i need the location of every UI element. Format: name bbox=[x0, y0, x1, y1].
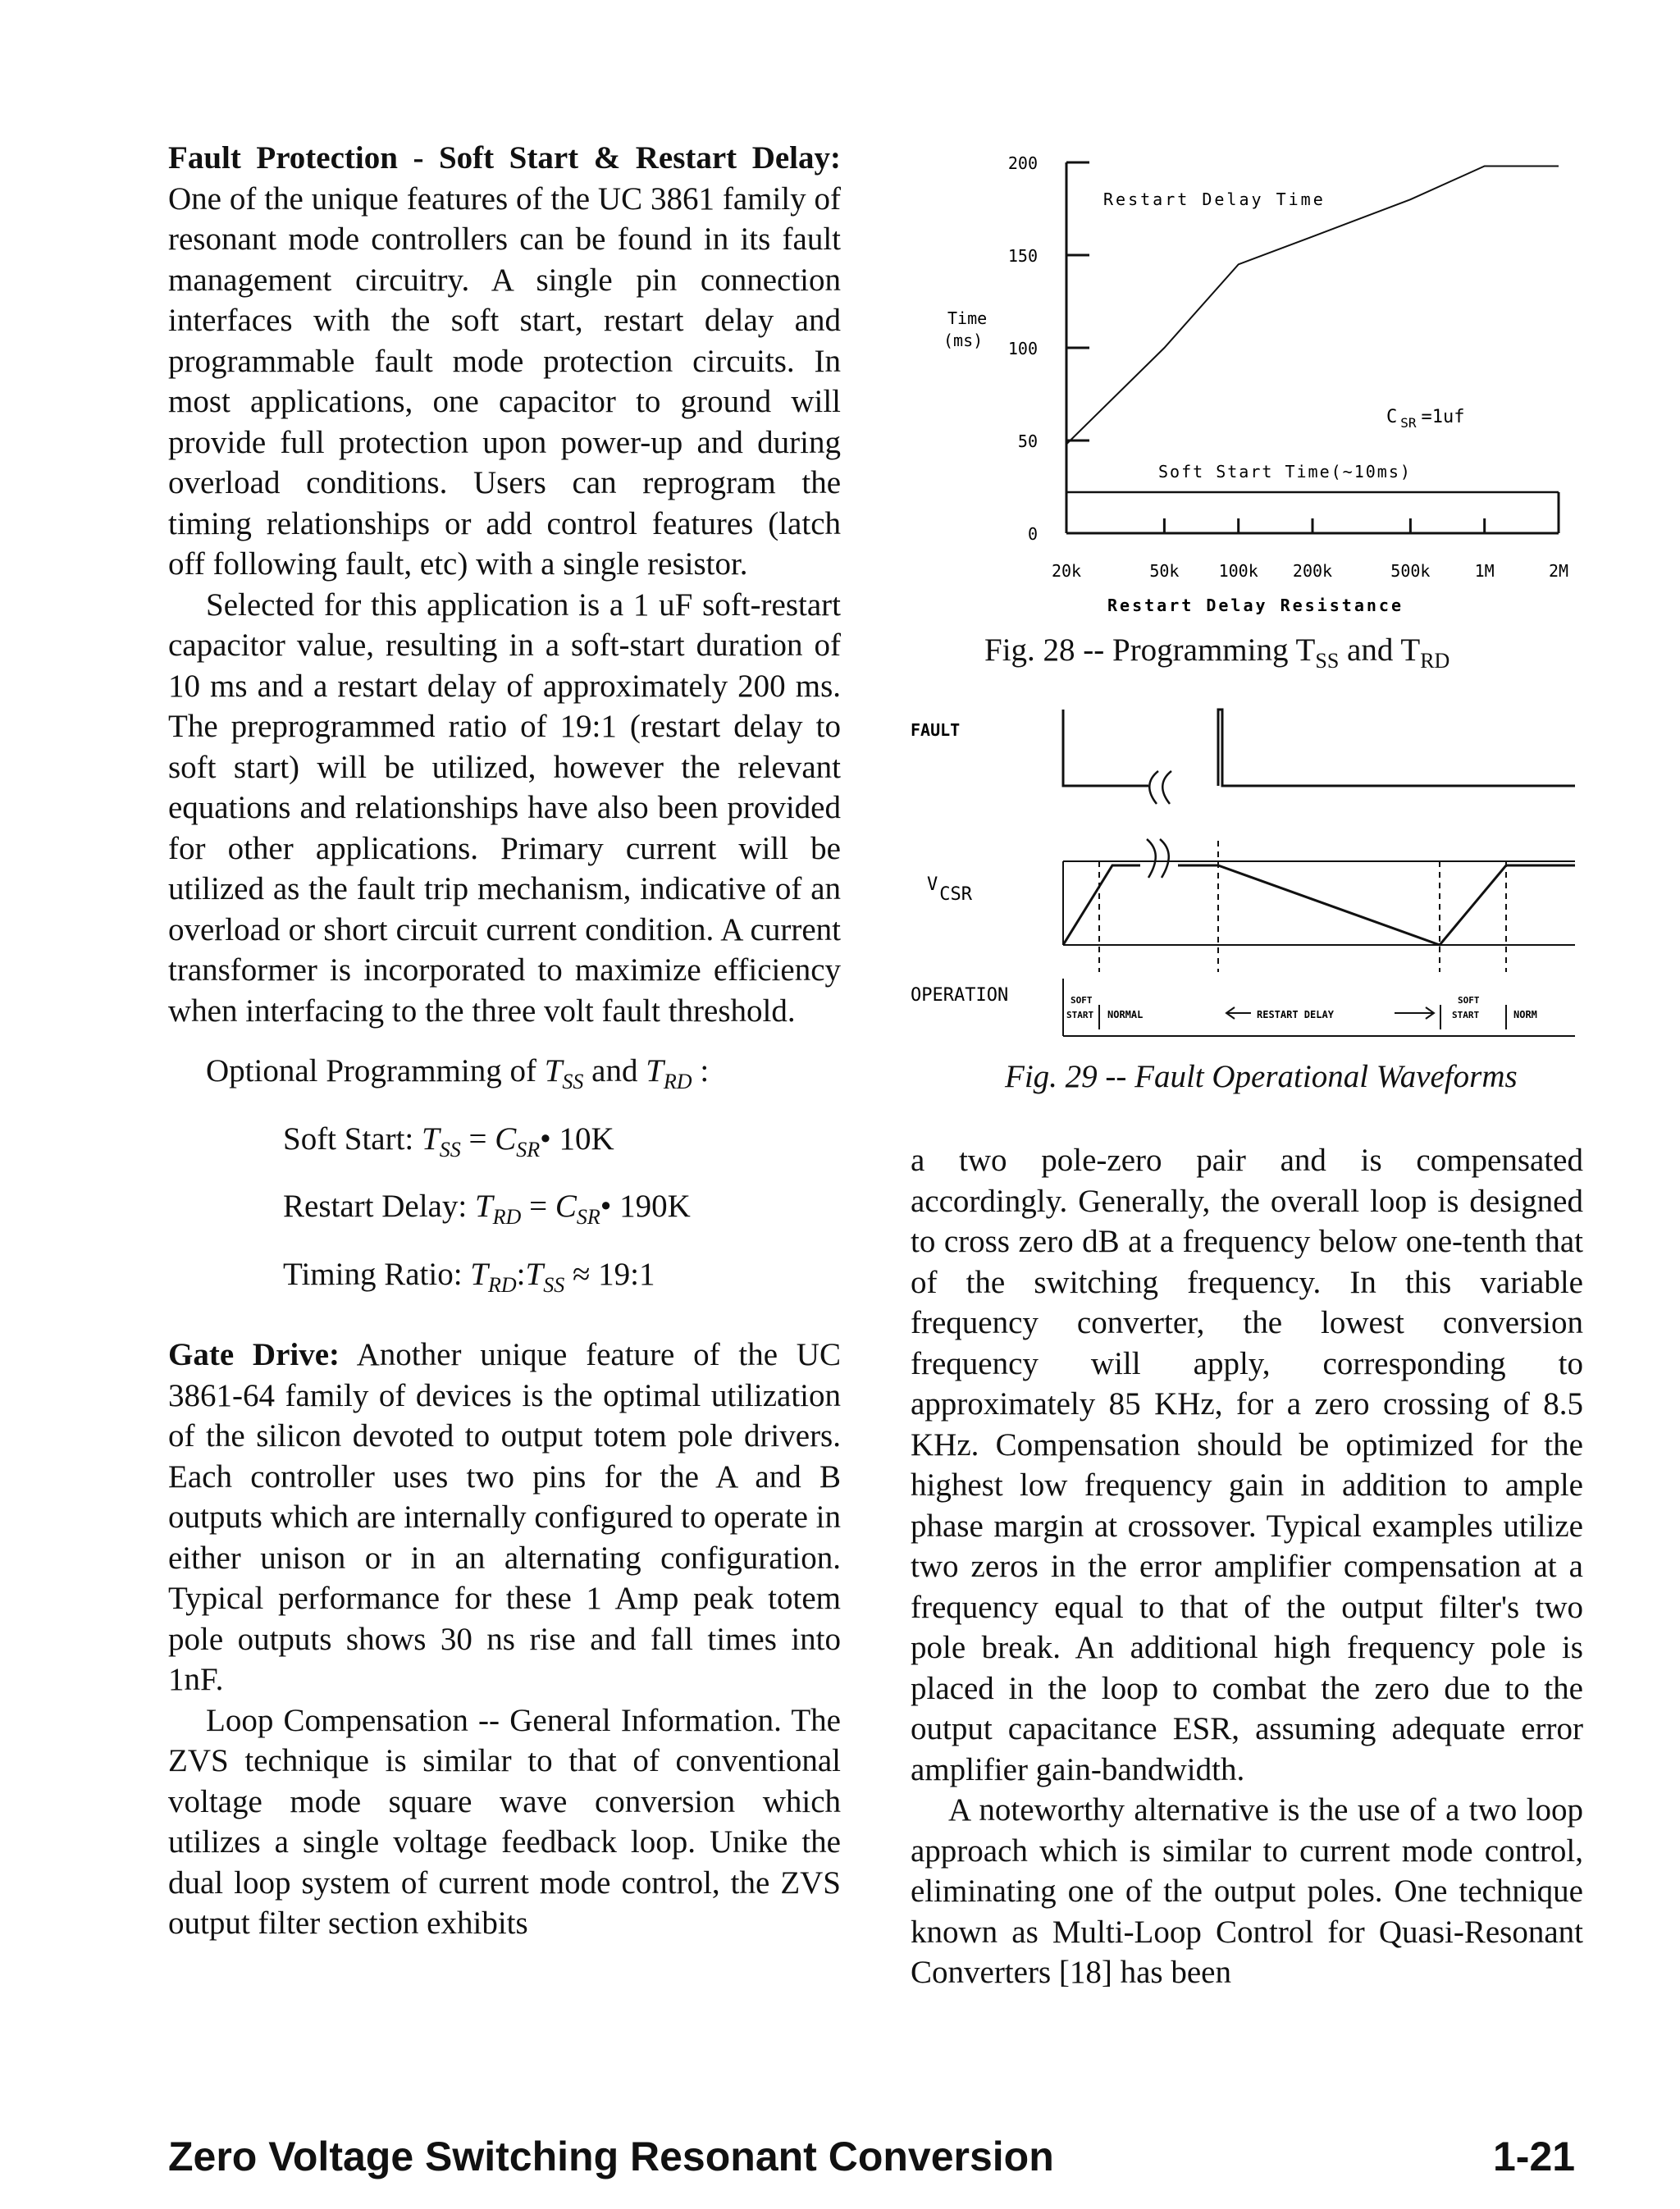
x-tick-label: 20k bbox=[1051, 561, 1082, 581]
figure-29-caption: Fig. 29 -- Fault Operational Waveforms bbox=[1005, 1059, 1518, 1094]
page-number: 1-21 bbox=[1493, 2134, 1576, 2179]
x-tick-label: 2M bbox=[1548, 561, 1569, 581]
equations-heading: Optional Programming of $T_{SS}$ and $T_{RD}$ : bbox=[206, 1053, 710, 1093]
selected-capacitor-paragraph: Selected for this application is a 1 uF soft-restart capacitor value, resulting in a soft-start duration of 10 ms and a restart delay of approximately 200 ms. The preprogrammed ratio of 19:1 (restart delay to soft start) will be utilized, however the relevant equations and relationships have also been provided for other applications. Primary current will be utilized as the fault trip mechanism, indicative of an overload or short circuit current condition. A current transformer is incorporated to maximize efficiency when interfacing to the three volt fault threshold. bbox=[168, 586, 841, 1029]
figure-29-waveforms bbox=[902, 701, 1608, 1046]
y-axis-label-line1: Time bbox=[947, 308, 988, 328]
y-axis-label-line2: (ms) bbox=[943, 331, 984, 350]
gate-drive-paragraph bbox=[168, 1335, 841, 1700]
loop-compensation-paragraph: Loop Compensation -- General Information. The ZVS technique is similar to that of conventional voltage mode square wave conversion which utilizes a single voltage feedback loop. Unike the dual loop system of current mode control, the ZVS output filter section exhibits bbox=[168, 1702, 841, 1941]
restart-delay-equation: Restart Delay: $T_{RD}$ = $C_{SR}•$ 190K bbox=[283, 1189, 691, 1229]
soft-start-2-bottom: START bbox=[1452, 1010, 1480, 1020]
x-tick-label: 200k bbox=[1292, 561, 1333, 581]
x-axis-label: Restart Delay Resistance bbox=[1107, 596, 1404, 615]
y-tick-label: 200 bbox=[1007, 153, 1038, 173]
gate-drive-text: Another unique feature of the UC 3861-64 family of devices is the optimal utilization of the silicon devoted to output totem pole drivers. Each controller uses two pins for the A and B outputs which are internally configured to operate in either unison or in an alternating configuration. Typical performance for these 1 Amp peak totem pole outputs shows 30 ns rise and fall times into 1nF. bbox=[168, 1337, 841, 1697]
loop-compensation-continued: a two pole-zero pair and is compensated accordingly. Generally, the overall loop is designed to cross zero dB at a frequency below one-tenth that of the switching frequency. In this variable frequency converter, the lowest conversion frequency will apply, corresponding to approximately 85 KHz, for a zero crossing of 8.5 KHz. Compensation should be optimized for the highest low frequency gain in addition to ample phase margin at crossover. Typical examples utilize two zeros in the error amplifier compensation at a frequency equal to that of the output filter's two pole break. An additional high frequency pole is placed in the loop to combat the zero due to the output capacitance ESR, assuming adequate error amplifier gain-bandwidth. bbox=[911, 1143, 1583, 1787]
soft-start-2-top: SOFT bbox=[1458, 995, 1480, 1006]
fault-waveform bbox=[1063, 710, 1575, 804]
normal-label: NORMAL bbox=[1107, 1009, 1144, 1020]
annotation-soft-start: Soft Start Time(~10ms) bbox=[1158, 462, 1412, 482]
operation-label: OPERATION bbox=[911, 985, 1009, 1006]
vcsr-waveform bbox=[1063, 839, 1575, 972]
y-tick-label: 150 bbox=[1007, 246, 1038, 266]
x-tick-label: 50k bbox=[1149, 561, 1180, 581]
norm-label: NORM bbox=[1513, 1009, 1537, 1020]
y-tick-label: 50 bbox=[1017, 431, 1038, 451]
two-loop-paragraph: A noteworthy alternative is the use of a two loop approach which is similar to current mode control, eliminating one of the output poles. One technique known as Multi-Loop Control for Quasi-Resonant Converters [18] has been bbox=[911, 1792, 1583, 1990]
soft-start-equation: Soft Start: $T_{SS}$ = $C_{SR}•$ 10K bbox=[283, 1120, 614, 1162]
vcsr-label: VCSR bbox=[927, 874, 972, 905]
annotation-restart-delay: Restart Delay Time bbox=[1103, 189, 1326, 209]
right-column bbox=[911, 1140, 1583, 1993]
y-ticks bbox=[1008, 153, 1089, 544]
figure-28-caption: Fig. 28 -- Programming $T_{SS}$ and $T_{RD}$ bbox=[984, 632, 1450, 673]
operation-timeline bbox=[1063, 979, 1575, 1036]
footer-title: Zero Voltage Switching Resonant Conversion bbox=[168, 2134, 1054, 2179]
x-tick-label: 1M bbox=[1474, 561, 1495, 581]
x-tick-label: 100k bbox=[1218, 561, 1258, 581]
fault-protection-heading: Fault Protection - Soft Start & Restart Delay: bbox=[168, 140, 841, 176]
fault-protection-paragraph bbox=[168, 138, 841, 585]
left-column bbox=[168, 138, 841, 1944]
fault-label: FAULT bbox=[911, 720, 961, 740]
annotation-csr: C $_{SR}$ =1uf bbox=[1386, 407, 1465, 431]
restart-delay-label: RESTART DELAY bbox=[1257, 1009, 1334, 1020]
y-tick-label: 0 bbox=[1027, 524, 1038, 544]
timing-ratio-equation: Timing Ratio: $T_{RD}:T_{SS}$ ≈ 19:1 bbox=[283, 1256, 655, 1297]
x-tick-label: 500k bbox=[1390, 561, 1431, 581]
y-tick-label: 100 bbox=[1007, 339, 1038, 358]
x-ticks bbox=[1052, 518, 1568, 581]
soft-start-1-bottom: START bbox=[1066, 1010, 1094, 1020]
fault-protection-text: One of the unique features of the UC 3861 family of resonant mode controllers can be found in its fault management circuitry. A single pin connection interfaces with the soft start, restart delay and programmable fault mode protection circuits. In most applications, one capacitor to ground will provide full protection upon power-up and during overload conditions. Users can reprogram the timing relationships or add control features (latch off following fault, etc) with a single resistor. bbox=[168, 180, 841, 582]
soft-start-1-top: SOFT bbox=[1071, 995, 1093, 1006]
gate-drive-heading: Gate Drive: bbox=[168, 1337, 340, 1372]
programming-equations bbox=[168, 1051, 841, 1305]
figure-28-chart bbox=[902, 139, 1608, 632]
